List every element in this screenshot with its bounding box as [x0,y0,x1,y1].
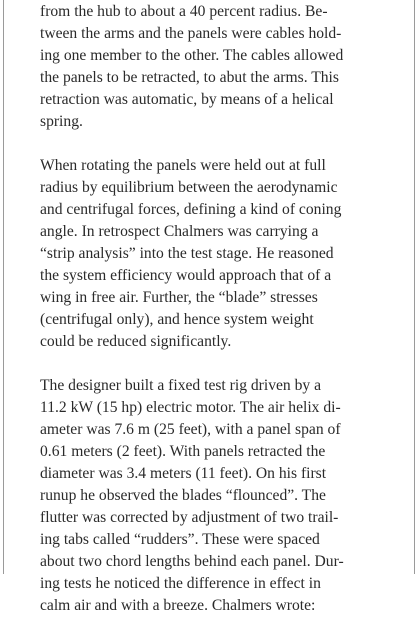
text-line: radius by equilibrium between the aerodynamic [40,179,338,196]
text-line: and centrifugal forces, defining a kind of coning [40,201,342,218]
body-text [40,1,408,639]
text-line: ameter was 7.6 m (25 feet), with a panel span of [40,421,341,438]
text-line: about two chord lengths behind each panel. Dur- [40,553,344,570]
text-line: the system efficiency would approach that of a [40,267,332,284]
right-margin-rule [414,0,415,574]
text-line: wing in free air. Further, the “blade” stresses [40,289,318,306]
text-line: spring. [40,113,83,130]
left-margin-rule [3,0,4,574]
paragraph-2 [40,155,408,353]
text-line: the panels to be retracted, to abut the arms. This [40,69,339,86]
text-line: When rotating the panels were held out at full [40,157,326,174]
text-line: “strip analysis” into the test stage. He reasoned [40,245,334,262]
text-line: ing one member to the other. The cables allowed [40,47,344,64]
paragraph-3 [40,375,408,617]
text-line: calm air and with a breeze. Chalmers wrote: [40,597,316,614]
text-line: ing tests he noticed the difference in effect in [40,575,321,592]
text-line: 0.61 meters (2 feet). With panels retracted the [40,443,326,460]
text-line: diameter was 3.4 meters (11 feet). On his first [40,465,327,482]
paragraph-1 [40,1,408,133]
text-line: flutter was corrected by adjustment of two trail- [40,509,339,526]
text-line: tween the arms and the panels were cables hold- [40,25,342,42]
text-line: could be reduced significantly. [40,333,232,350]
text-line: runup he observed the blades “flounced”. The [40,487,326,504]
text-line: retraction was automatic, by means of a helical [40,91,334,108]
text-line: The designer built a fixed test rig driven by a [40,377,322,394]
text-line: from the hub to about a 40 percent radius. Be- [40,3,328,20]
text-line: angle. In retrospect Chalmers was carrying a [40,223,319,240]
text-line: ing tabs called “rudders”. These were spaced [40,531,320,548]
text-line: (centrifugal only), and hence system weight [40,311,314,328]
text-line: 11.2 kW (15 hp) electric motor. The air helix di- [40,399,341,416]
